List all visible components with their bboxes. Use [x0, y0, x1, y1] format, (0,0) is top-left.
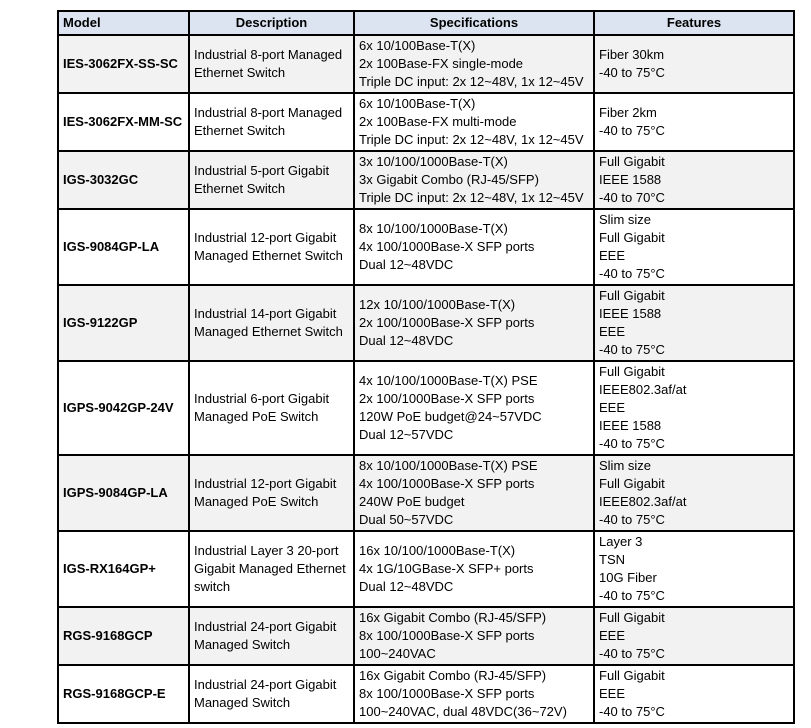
table-row [58, 361, 794, 455]
spec-line: 3x 10/100/1000Base-T(X) [359, 154, 508, 169]
feature-line: -40 to 70°C [599, 190, 665, 205]
feature-line: Fiber 30km [599, 47, 665, 62]
specifications-cell [354, 607, 594, 665]
feature-line: Full Gigabit [599, 230, 665, 245]
feature-line: Full Gigabit [599, 364, 665, 379]
specifications-cell [354, 531, 594, 607]
spec-line: Triple DC input: 2x 12~48V, 1x 12~45V [359, 74, 584, 89]
spec-line: 120W PoE budget@24~57VDC [359, 409, 542, 424]
feature-line: Full Gigabit [599, 288, 665, 303]
spec-line: 2x 100/1000Base-X SFP ports [359, 315, 535, 330]
feature-line: -40 to 75°C [599, 436, 665, 451]
spec-line: Dual 50~57VDC [359, 512, 454, 527]
feature-line: IEEE 1588 [599, 172, 662, 187]
spec-line: 4x 100/1000Base-X SFP ports [359, 476, 535, 491]
description-cell: Industrial 8-port Managed Ethernet Switch [189, 93, 354, 151]
features-cell [594, 607, 794, 665]
spec-line: Dual 12~57VDC [359, 427, 454, 442]
model-cell: RGS-9168GCP-E [58, 665, 189, 723]
spec-line: 8x 10/100/1000Base-T(X) PSE [359, 458, 538, 473]
model-cell: IGS-3032GC [58, 151, 189, 209]
model-cell: IES-3062FX-SS-SC [58, 35, 189, 93]
feature-line: TSN [599, 552, 625, 567]
spec-line: 2x 100Base-FX multi-mode [359, 114, 517, 129]
features-cell [594, 455, 794, 531]
spec-line: Dual 12~48VDC [359, 333, 454, 348]
features-cell [594, 151, 794, 209]
table-row [58, 531, 794, 607]
spec-line: 16x 10/100/1000Base-T(X) [359, 543, 516, 558]
feature-line: IEEE802.3af/at [599, 494, 687, 509]
model-cell: IGPS-9042GP-24V [58, 361, 189, 455]
features-cell [594, 665, 794, 723]
spec-line: 2x 100Base-FX single-mode [359, 56, 524, 71]
feature-line: Slim size [599, 458, 652, 473]
feature-line: 10G Fiber [599, 570, 657, 585]
specifications-cell [354, 455, 594, 531]
feature-line: EEE [599, 324, 626, 339]
feature-line: Full Gigabit [599, 476, 665, 491]
features-cell [594, 209, 794, 285]
description-cell: Industrial 24-port Gigabit Managed Switch [189, 665, 354, 723]
spec-line: 16x Gigabit Combo (RJ-45/SFP) [359, 668, 547, 683]
spec-line: 8x 10/100/1000Base-T(X) [359, 221, 508, 236]
specifications-cell [354, 285, 594, 361]
switch-product-table [57, 10, 795, 724]
description-cell: Industrial 24-port Gigabit Managed Switch [189, 607, 354, 665]
feature-line: -40 to 75°C [599, 266, 665, 281]
spec-line: 4x 100/1000Base-X SFP ports [359, 239, 535, 254]
specifications-cell [354, 665, 594, 723]
feature-line: EEE [599, 686, 626, 701]
model-cell: RGS-9168GCP [58, 607, 189, 665]
specifications-cell [354, 35, 594, 93]
spec-line: Dual 12~48VDC [359, 257, 454, 272]
feature-line: Full Gigabit [599, 668, 665, 683]
table-row [58, 285, 794, 361]
model-cell: IGS-9122GP [58, 285, 189, 361]
feature-line: EEE [599, 400, 626, 415]
spec-line: 16x Gigabit Combo (RJ-45/SFP) [359, 610, 547, 625]
spec-line: 8x 100/1000Base-X SFP ports [359, 628, 535, 643]
feature-line: -40 to 75°C [599, 512, 665, 527]
description-cell: Industrial Layer 3 20-port Gigabit Managed Ethernet switch [189, 531, 354, 607]
spec-line: 240W PoE budget [359, 494, 465, 509]
description-cell: Industrial 6-port Gigabit Managed PoE Switch [189, 361, 354, 455]
column-header-description: Description [189, 11, 354, 35]
table-row [58, 93, 794, 151]
spec-line: 3x Gigabit Combo (RJ-45/SFP) [359, 172, 539, 187]
feature-line: -40 to 75°C [599, 65, 665, 80]
spec-line: 100~240VAC, dual 48VDC(36~72V) [359, 704, 567, 719]
specifications-cell [354, 209, 594, 285]
feature-line: -40 to 75°C [599, 646, 665, 661]
specifications-cell [354, 361, 594, 455]
table-row [58, 607, 794, 665]
features-cell [594, 285, 794, 361]
spec-line: 4x 1G/10GBase-X SFP+ ports [359, 561, 534, 576]
feature-line: -40 to 75°C [599, 342, 665, 357]
feature-line: IEEE 1588 [599, 418, 662, 433]
feature-line: -40 to 75°C [599, 123, 665, 138]
table-row [58, 665, 794, 723]
spec-line: 12x 10/100/1000Base-T(X) [359, 297, 516, 312]
model-cell: IES-3062FX-MM-SC [58, 93, 189, 151]
switch-product-table-container [57, 10, 793, 724]
column-header-specifications: Specifications [354, 11, 594, 35]
description-cell: Industrial 8-port Managed Ethernet Switch [189, 35, 354, 93]
spec-line: Dual 12~48VDC [359, 579, 454, 594]
spec-line: 6x 10/100Base-T(X) [359, 38, 476, 53]
feature-line: Full Gigabit [599, 154, 665, 169]
features-cell [594, 361, 794, 455]
feature-line: EEE [599, 628, 626, 643]
model-cell: IGPS-9084GP-LA [58, 455, 189, 531]
header-row [58, 11, 794, 35]
feature-line: Full Gigabit [599, 610, 665, 625]
spec-line: 4x 10/100/1000Base-T(X) PSE [359, 373, 538, 388]
spec-line: 6x 10/100Base-T(X) [359, 96, 476, 111]
column-header-features: Features [594, 11, 794, 35]
feature-line: -40 to 75°C [599, 704, 665, 719]
model-cell: IGS-9084GP-LA [58, 209, 189, 285]
description-cell: Industrial 5-port Gigabit Ethernet Switch [189, 151, 354, 209]
column-header-model: Model [58, 11, 189, 35]
features-cell [594, 35, 794, 93]
table-row [58, 209, 794, 285]
feature-line: EEE [599, 248, 626, 263]
feature-line: Slim size [599, 212, 652, 227]
spec-line: 2x 100/1000Base-X SFP ports [359, 391, 535, 406]
feature-line: -40 to 75°C [599, 588, 665, 603]
description-cell: Industrial 12-port Gigabit Managed PoE Switch [189, 455, 354, 531]
table-row [58, 151, 794, 209]
feature-line: Layer 3 [599, 534, 643, 549]
spec-line: 8x 100/1000Base-X SFP ports [359, 686, 535, 701]
description-cell: Industrial 14-port Gigabit Managed Ethernet Switch [189, 285, 354, 361]
specifications-cell [354, 151, 594, 209]
features-cell [594, 531, 794, 607]
description-cell: Industrial 12-port Gigabit Managed Ethernet Switch [189, 209, 354, 285]
spec-line: Triple DC input: 2x 12~48V, 1x 12~45V [359, 190, 584, 205]
features-cell [594, 93, 794, 151]
model-cell: IGS-RX164GP+ [58, 531, 189, 607]
spec-line: 100~240VAC [359, 646, 436, 661]
table-body [58, 35, 794, 723]
specifications-cell [354, 93, 594, 151]
feature-line: Fiber 2km [599, 105, 657, 120]
table-row [58, 35, 794, 93]
table-row [58, 455, 794, 531]
table-header [58, 11, 794, 35]
spec-line: Triple DC input: 2x 12~48V, 1x 12~45V [359, 132, 584, 147]
feature-line: IEEE 1588 [599, 306, 662, 321]
feature-line: IEEE802.3af/at [599, 382, 687, 397]
